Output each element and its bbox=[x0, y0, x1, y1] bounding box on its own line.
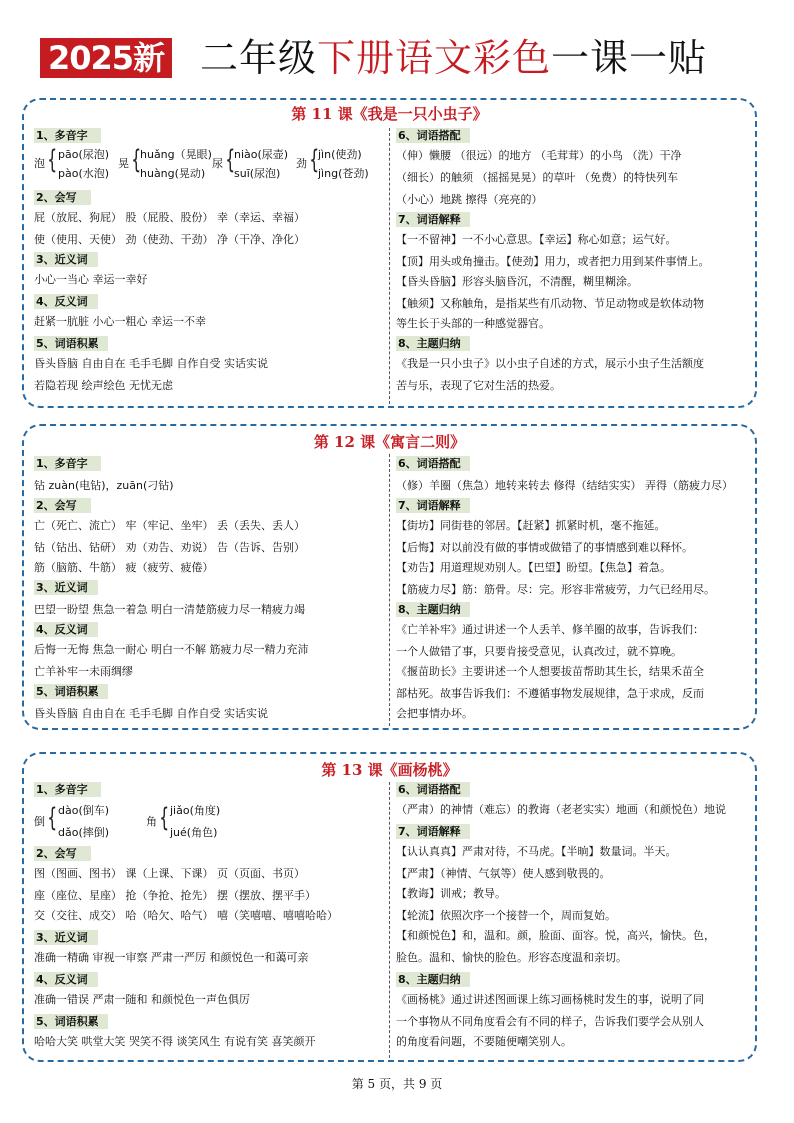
section-heading: 3、近义词 bbox=[34, 252, 98, 267]
polyphone-reading: jiǎo(角度) bbox=[170, 804, 221, 817]
polyphone-reading: huàng(晃动) bbox=[140, 167, 206, 180]
polyphone-reading: dào(倒车) bbox=[58, 804, 110, 817]
content-line: 脸色。温和、愉快的脸色。形容态度温和亲切。 bbox=[396, 951, 627, 964]
content-line: 屁（放屁、狗屁） 股（屁股、股份） 幸（幸运、幸福） bbox=[34, 211, 305, 224]
content-line: 【严肃】（神情、气氛等）使人感到敬畏的。 bbox=[396, 867, 611, 880]
section-heading: 5、词语积累 bbox=[34, 336, 108, 351]
lesson-13-card bbox=[22, 752, 757, 1062]
content-line: 《揠苗助长》主要讲述一个人想要拔苗帮助其生长，结果禾苗全 bbox=[396, 665, 704, 678]
content-line: 后悔一无悔 焦急一耐心 明白一不解 筋疲力尽一精力充沛 bbox=[34, 643, 309, 656]
content-line: 小心一当心 幸运一幸好 bbox=[34, 273, 148, 286]
polyphone-reading: pào(水泡) bbox=[58, 167, 110, 180]
content-line: 昏头昏脑 自由自在 毛手毛脚 自作自受 实话实说 bbox=[34, 357, 268, 370]
lesson-11-card bbox=[22, 98, 757, 408]
content-line: 亡羊补牢一未雨绸缪 bbox=[34, 665, 133, 678]
section-heading: 6、词语搭配 bbox=[396, 782, 470, 797]
section-heading: 3、近义词 bbox=[34, 580, 98, 595]
polyphone-char: 晃 bbox=[118, 157, 129, 170]
page-footer: 第 5 页，共 9 页 bbox=[351, 1077, 443, 1091]
section-heading: 5、词语积累 bbox=[34, 684, 108, 699]
content-line: 准确一精确 审视一审察 严肃一严厉 和颜悦色一和蔼可亲 bbox=[34, 951, 309, 964]
content-line: 亡（死亡、流亡） 牢（牢记、坐牢） 丢（丢失、丢人） bbox=[34, 519, 305, 532]
content-line: 【轮流】依照次序一个接替一个，周而复始。 bbox=[396, 909, 616, 922]
section-heading: 2、会写 bbox=[34, 846, 91, 861]
content-line: （严肃）的神情（难忘）的教诲（老老实实）地画（和颜悦色）地说 bbox=[396, 803, 726, 816]
content-line: 准确一错误 严肃一随和 和颜悦色一声色俱厉 bbox=[34, 993, 250, 1006]
brace-icon: { bbox=[47, 803, 58, 833]
content-line: 会把事情办坏。 bbox=[396, 707, 473, 720]
section-heading: 1、多音字 bbox=[34, 128, 101, 143]
content-line: 【昏头昏脑】形容头脑昏沉，不清醒，糊里糊涂。 bbox=[396, 275, 638, 288]
content-line: 【后悔】对以前没有做的事情或做错了的事情感到难以释怀。 bbox=[396, 541, 693, 554]
page-title bbox=[200, 36, 707, 80]
content-line: 《画杨桃》通过讲述图画课上练习画杨桃时发生的事，说明了同 bbox=[396, 993, 704, 1006]
content-line: 哈哈大笑 哄堂大笑 哭笑不得 谈笑风生 有说有笑 喜笑颜开 bbox=[34, 1035, 316, 1048]
section-heading: 1、多音字 bbox=[34, 456, 101, 471]
polyphone-reading: niào(尿壶) bbox=[234, 148, 289, 161]
content-line: 【劝告】用道理规劝别人。【巴望】盼望。【焦急】着急。 bbox=[396, 561, 671, 574]
content-line: 若隐若现 绘声绘色 无忧无虑 bbox=[34, 379, 173, 392]
section-heading: 7、词语解释 bbox=[396, 824, 470, 839]
section-heading: 1、多音字 bbox=[34, 782, 101, 797]
content-line: 【顶】用头或角撞击。【使劲】用力，或者把力用到某件事情上。 bbox=[396, 255, 710, 268]
section-heading: 2、会写 bbox=[34, 190, 91, 205]
content-line: 【筋疲力尽】筋：筋骨。尽：完。形容非常疲劳，力气已经用尽。 bbox=[396, 583, 715, 596]
brace-icon: { bbox=[309, 145, 320, 175]
lesson-title: 第 12 课《寓言二则》 bbox=[313, 433, 466, 451]
content-line: 【街坊】同街巷的邻居。【赶紧】抓紧时机，毫不拖延。 bbox=[396, 519, 666, 532]
polyphone-reading: dǎo(摔倒) bbox=[58, 826, 110, 839]
content-line: 【认认真真】严肃对待，不马虎。【半晌】数量词。半天。 bbox=[396, 845, 677, 858]
section-heading: 4、反义词 bbox=[34, 972, 98, 987]
polyphone-reading: jìng(苍劲) bbox=[318, 167, 369, 180]
content-line: 昏头昏脑 自由自在 毛手毛脚 自作自受 实话实说 bbox=[34, 707, 268, 720]
polyphone-char: 倒 bbox=[34, 815, 45, 828]
content-line: 一个人做错了事，只要肯接受意见，认真改过，就不算晚。 bbox=[396, 645, 682, 658]
content-line: 的角度看问题，不要随便嘲笑别人。 bbox=[396, 1035, 572, 1048]
content-line: 巴望一盼望 焦急一着急 明白一清楚筋疲力尽一精疲力竭 bbox=[34, 603, 305, 616]
content-line: 筋（脑筋、牛筋） 疲（疲劳、疲倦） bbox=[34, 561, 214, 574]
content-line: 【和颜悦色】和，温和。颜，脸面、面容。悦，高兴，愉快。色， bbox=[396, 929, 715, 942]
content-line: 《我是一只小虫子》以小虫子自述的方式，展示小虫子生活额度 bbox=[396, 357, 704, 370]
column-divider bbox=[389, 128, 390, 404]
polyphone-reading: jìn(使劲) bbox=[318, 148, 362, 161]
section-heading: 3、近义词 bbox=[34, 930, 98, 945]
column-divider bbox=[389, 454, 390, 726]
content-line: 钻 zuàn(电钻)，zuān(刁钻) bbox=[34, 479, 174, 492]
polyphone-reading: pāo(尿泡) bbox=[58, 148, 110, 161]
section-heading: 6、词语搭配 bbox=[396, 456, 470, 471]
section-heading: 4、反义词 bbox=[34, 622, 98, 637]
content-line: 【教诲】训戒；教导。 bbox=[396, 887, 506, 900]
content-line: 图（图画、图书） 课（上课、下课） 页（页面、书页） bbox=[34, 867, 305, 880]
content-line: 【一不留神】一不小心意思。【幸运】称心如意；运气好。 bbox=[396, 233, 677, 246]
section-heading: 8、主题归纳 bbox=[396, 602, 470, 617]
content-line: 使（使用、天使） 劲（使劲、干劲） 净（干净、净化） bbox=[34, 233, 305, 246]
content-line: 座（座位、星座） 抢（争抢、抢先） 摆（摆放、摆平手） bbox=[34, 889, 316, 902]
brace-icon: { bbox=[225, 145, 236, 175]
content-line: 赶紧一肮脏 小心一粗心 幸运一不幸 bbox=[34, 315, 206, 328]
year-badge: 2025新 bbox=[40, 38, 172, 78]
polyphone-char: 泡 bbox=[34, 157, 45, 170]
content-line: （伸）懒腰 （很远）的地方 （毛茸茸）的小鸟 （洗）干净 bbox=[396, 149, 682, 162]
title-part3: 一课一贴 bbox=[551, 36, 708, 80]
content-line: 等生长于头部的一种感觉器官。 bbox=[396, 317, 550, 330]
section-heading: 8、主题归纳 bbox=[396, 336, 470, 351]
content-line: 《亡羊补牢》通过讲述一个人丢羊、修羊圈的故事，告诉我们： bbox=[396, 623, 704, 636]
title-part2: 下册语文彩色 bbox=[317, 36, 552, 80]
section-heading: 4、反义词 bbox=[34, 294, 98, 309]
polyphone-reading: huǎng（晃眼) bbox=[140, 148, 212, 161]
content-line: 一个事物从不同角度看会有不同的样子，告诉我们要学会从别人 bbox=[396, 1015, 704, 1028]
content-line: 苦与乐，表现了它对生活的热爱。 bbox=[396, 379, 561, 392]
lesson-title: 第 11 课《我是一只小虫子》 bbox=[291, 105, 488, 123]
polyphone-reading: suī(尿泡) bbox=[234, 167, 281, 180]
lesson-title: 第 13 课《画杨桃》 bbox=[321, 761, 458, 779]
section-heading: 7、词语解释 bbox=[396, 498, 470, 513]
page-header bbox=[40, 34, 760, 82]
polyphone-reading: jué(角色) bbox=[170, 826, 218, 839]
content-line: （小心）地跳 擦得（亮亮的） bbox=[396, 193, 543, 206]
polyphone-char: 劲 bbox=[296, 157, 307, 170]
content-line: 【触须】又称触角，是指某些有爪动物、节足动物或是软体动物 bbox=[396, 297, 704, 310]
section-heading: 2、会写 bbox=[34, 498, 91, 513]
section-heading: 7、词语解释 bbox=[396, 212, 470, 227]
content-line: 部枯死。故事告诉我们：不遵循事物发展规律，急于求成，反而 bbox=[396, 687, 704, 700]
polyphone-char: 角 bbox=[146, 815, 157, 828]
brace-icon: { bbox=[47, 145, 58, 175]
section-heading: 5、词语积累 bbox=[34, 1014, 108, 1029]
section-heading: 8、主题归纳 bbox=[396, 972, 470, 987]
polyphone-char: 尿 bbox=[212, 157, 223, 170]
brace-icon: { bbox=[131, 145, 142, 175]
content-line: （修）羊圈（焦急）地转来转去 修得（结结实实） 弄得（筋疲力尽） bbox=[396, 479, 733, 492]
lesson-12-card bbox=[22, 424, 757, 730]
column-divider bbox=[389, 782, 390, 1058]
section-heading: 6、词语搭配 bbox=[396, 128, 470, 143]
content-line: （细长）的触须 （摇摇晃晃）的草叶 （免费）的特快列车 bbox=[396, 171, 678, 184]
content-line: 交（交往、成交） 哈（哈欠、哈气） 嘻（笑嘻嘻、嘻嘻哈哈） bbox=[34, 909, 338, 922]
title-part1: 二年级 bbox=[200, 36, 318, 80]
content-line: 钻（钻出、钻研） 劝（劝告、劝说） 告（告诉、告别） bbox=[34, 541, 305, 554]
brace-icon: { bbox=[159, 803, 170, 833]
